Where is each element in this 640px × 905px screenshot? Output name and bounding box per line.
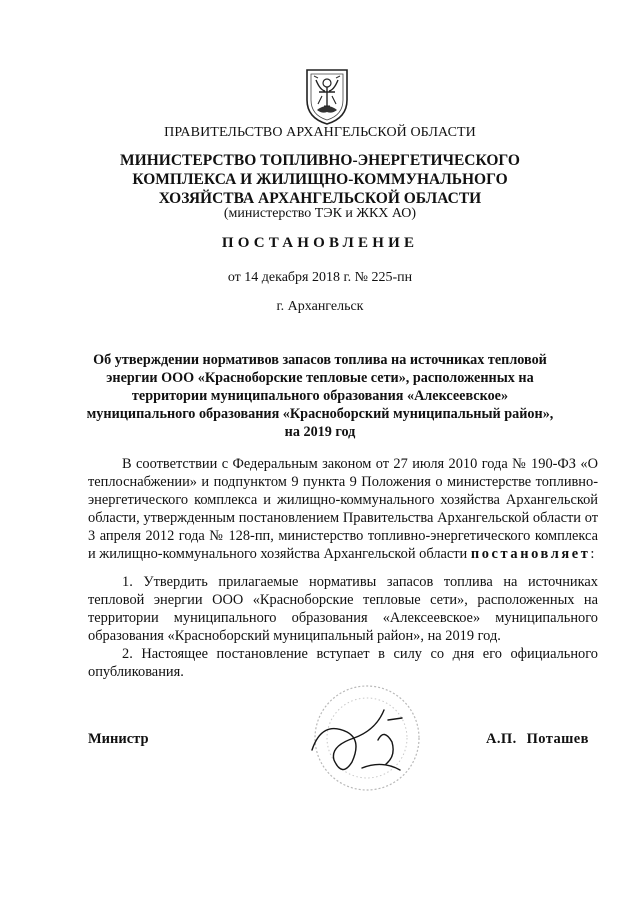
- coat-of-arms-emblem: [302, 66, 352, 126]
- ministry-name-line-1: МИНИСТЕРСТВО ТОПЛИВНО-ЭНЕРГЕТИЧЕСКОГО: [120, 152, 520, 169]
- preamble-paragraph: [88, 455, 598, 563]
- document-date-number: от 14 декабря 2018 г. № 225-пн: [227, 270, 413, 285]
- document-title-line-2: энергии ООО «Красноборские тепловые сети», расположенных на: [106, 370, 534, 386]
- document-title-line-1: Об утверждении нормативов запасов топлива на источниках тепловой: [93, 352, 547, 368]
- ministry-name-line-3: ХОЗЯЙСТВА АРХАНГЕЛЬСКОЙ ОБЛАСТИ: [158, 190, 482, 207]
- government-heading: ПРАВИТЕЛЬСТВО АРХАНГЕЛЬСКОЙ ОБЛАСТИ: [164, 125, 476, 140]
- preamble-colon: :: [590, 546, 595, 562]
- ministry-abbreviation: (министерство ТЭК и ЖКХ АО): [223, 206, 417, 221]
- document-type-heading: ПОСТАНОВЛЕНИЕ: [221, 235, 419, 251]
- signatory-name: А.П. Поташев: [486, 731, 589, 747]
- document-city: г. Архангельск: [276, 299, 364, 314]
- official-stamp-signature: [292, 680, 442, 800]
- document-title-line-5: на 2019 год: [284, 424, 356, 440]
- document-title-line-3: территории муниципального образования «Алексеевское»: [131, 388, 509, 404]
- preamble-text: В соответствии с Федеральным законом от 27 июля 2010 года № 190-ФЗ «О теплоснабжении» и подпунктом 9 пункта 9 Положения о министерстве топливно-энергетического комплекса и жилищно-коммунального хозяйства Архангельской области, утвержденным постановлением Правительства Архангельской области от 3 апреля 2012 года № 128-пп, министерство топливно-энергетического комплекса и жилищно-коммунального хозяйства Архангельской области: [88, 456, 598, 562]
- document-title-line-4: муниципального образования «Красноборский муниципальный район»,: [86, 406, 554, 422]
- ministry-name-line-2: КОМПЛЕКСА И ЖИЛИЩНО-КОММУНАЛЬНОГО: [132, 171, 508, 188]
- signatory-title: Министр: [88, 731, 149, 747]
- clause-2-paragraph: 2. Настоящее постановление вступает в силу со дня его официального опубликования.: [88, 646, 598, 680]
- clause-1-paragraph: 1. Утвердить прилагаемые нормативы запасов топлива на источниках тепловой энергии ООО «Красноборские тепловые сети», расположенных на территории муниципального образования «Алексеевское» муниципального образования «Красноборский муниципальный район», на 2019 год.: [88, 574, 598, 644]
- resolve-word: постановляет: [470, 546, 591, 562]
